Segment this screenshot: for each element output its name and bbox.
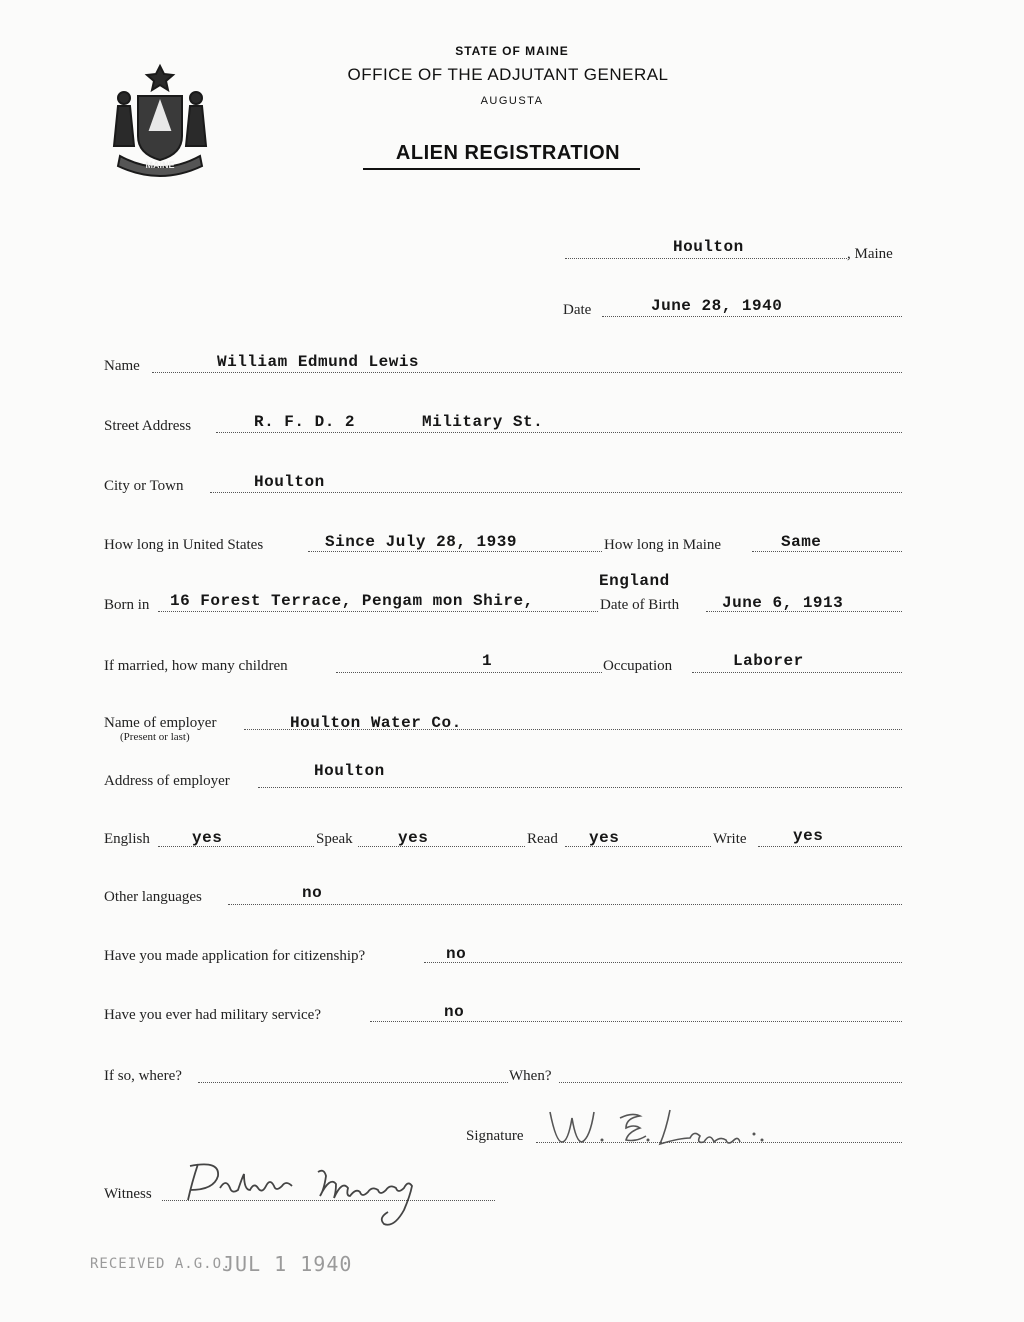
- seal-text: MAINE: [145, 160, 175, 170]
- name-line: [152, 372, 902, 373]
- city-line: [210, 492, 902, 493]
- occupation-label: Occupation: [603, 658, 673, 674]
- street-line: [216, 432, 902, 433]
- read-line: [565, 846, 711, 847]
- town-line: [565, 258, 847, 259]
- speak-value: yes: [398, 829, 429, 847]
- name-value: William Edmund Lewis: [217, 353, 420, 371]
- when-line: [559, 1082, 902, 1083]
- employer-address-value: Houlton: [314, 762, 385, 780]
- military-value: no: [444, 1003, 465, 1021]
- military-label: Have you ever had military service?: [104, 1007, 321, 1023]
- street-label: Street Address: [104, 418, 192, 434]
- received-stamp-text: RECEIVED A.G.O.: [90, 1256, 232, 1272]
- signature-handwriting: [540, 1104, 780, 1154]
- employer-note: (Present or last): [120, 731, 190, 743]
- write-label: Write: [713, 831, 747, 847]
- town-value: Houlton: [673, 238, 744, 256]
- maine-label: , Maine: [847, 246, 893, 262]
- other-languages-line: [228, 904, 902, 905]
- other-languages-label: Other languages: [104, 889, 202, 905]
- date-line: [602, 316, 902, 317]
- city-label: City or Town: [104, 478, 184, 494]
- speak-line: [358, 846, 525, 847]
- speak-label: Speak: [316, 831, 353, 847]
- born-in-label: Born in: [104, 597, 150, 613]
- name-label: Name: [104, 358, 140, 374]
- children-value: 1: [482, 652, 493, 670]
- form-title: ALIEN REGISTRATION: [395, 142, 621, 164]
- born-country-value: England: [599, 572, 670, 590]
- employer-name-label: Name of employer: [104, 715, 217, 731]
- city-value: Houlton: [254, 473, 325, 491]
- write-value: yes: [793, 827, 824, 845]
- military-line: [370, 1021, 902, 1022]
- date-label: Date: [563, 302, 592, 318]
- employer-name-value: Houlton Water Co.: [290, 714, 462, 732]
- read-value: yes: [589, 829, 620, 847]
- office-heading: OFFICE OF THE ADJUTANT GENERAL: [347, 65, 669, 84]
- dob-label: Date of Birth: [600, 597, 680, 613]
- employer-address-line: [258, 787, 902, 788]
- when-label: When?: [509, 1068, 552, 1084]
- write-line: [758, 846, 902, 847]
- signature-label: Signature: [466, 1128, 524, 1144]
- how-long-us-value: Since July 28, 1939: [325, 533, 517, 551]
- witness-handwriting: [168, 1158, 468, 1238]
- how-long-maine-label: How long in Maine: [604, 537, 722, 553]
- occupation-line: [692, 672, 902, 673]
- children-line: [336, 672, 602, 673]
- title-underline: [363, 168, 640, 170]
- street-value-1: R. F. D. 2: [254, 413, 356, 431]
- other-languages-value: no: [302, 884, 323, 902]
- employer-address-label: Address of employer: [104, 773, 230, 789]
- if-so-where-line: [198, 1082, 508, 1083]
- dob-value: June 6, 1913: [722, 594, 844, 612]
- citizenship-label: Have you made application for citizenship?: [104, 948, 366, 964]
- born-in-line: [158, 611, 598, 612]
- witness-label: Witness: [104, 1186, 152, 1202]
- english-line: [158, 846, 314, 847]
- read-label: Read: [527, 831, 558, 847]
- received-stamp-date: JUL 1 1940: [222, 1252, 353, 1276]
- state-heading: STATE OF MAINE: [455, 44, 569, 58]
- if-so-where-label: If so, where?: [104, 1068, 182, 1084]
- english-label: English: [104, 831, 150, 847]
- born-in-value: 16 Forest Terrace, Pengam mon Shire,: [170, 592, 534, 610]
- date-value: June 28, 1940: [651, 297, 783, 315]
- how-long-us-line: [308, 551, 602, 552]
- how-long-maine-value: Same: [781, 533, 822, 551]
- children-label: If married, how many children: [104, 658, 288, 674]
- city-heading: AUGUSTA: [480, 95, 544, 107]
- occupation-value: Laborer: [733, 652, 804, 670]
- how-long-maine-line: [752, 551, 902, 552]
- street-value-2: Military St.: [422, 413, 544, 431]
- citizenship-value: no: [446, 945, 467, 963]
- english-value: yes: [192, 829, 223, 847]
- how-long-us-label: How long in United States: [104, 537, 264, 553]
- citizenship-line: [424, 962, 902, 963]
